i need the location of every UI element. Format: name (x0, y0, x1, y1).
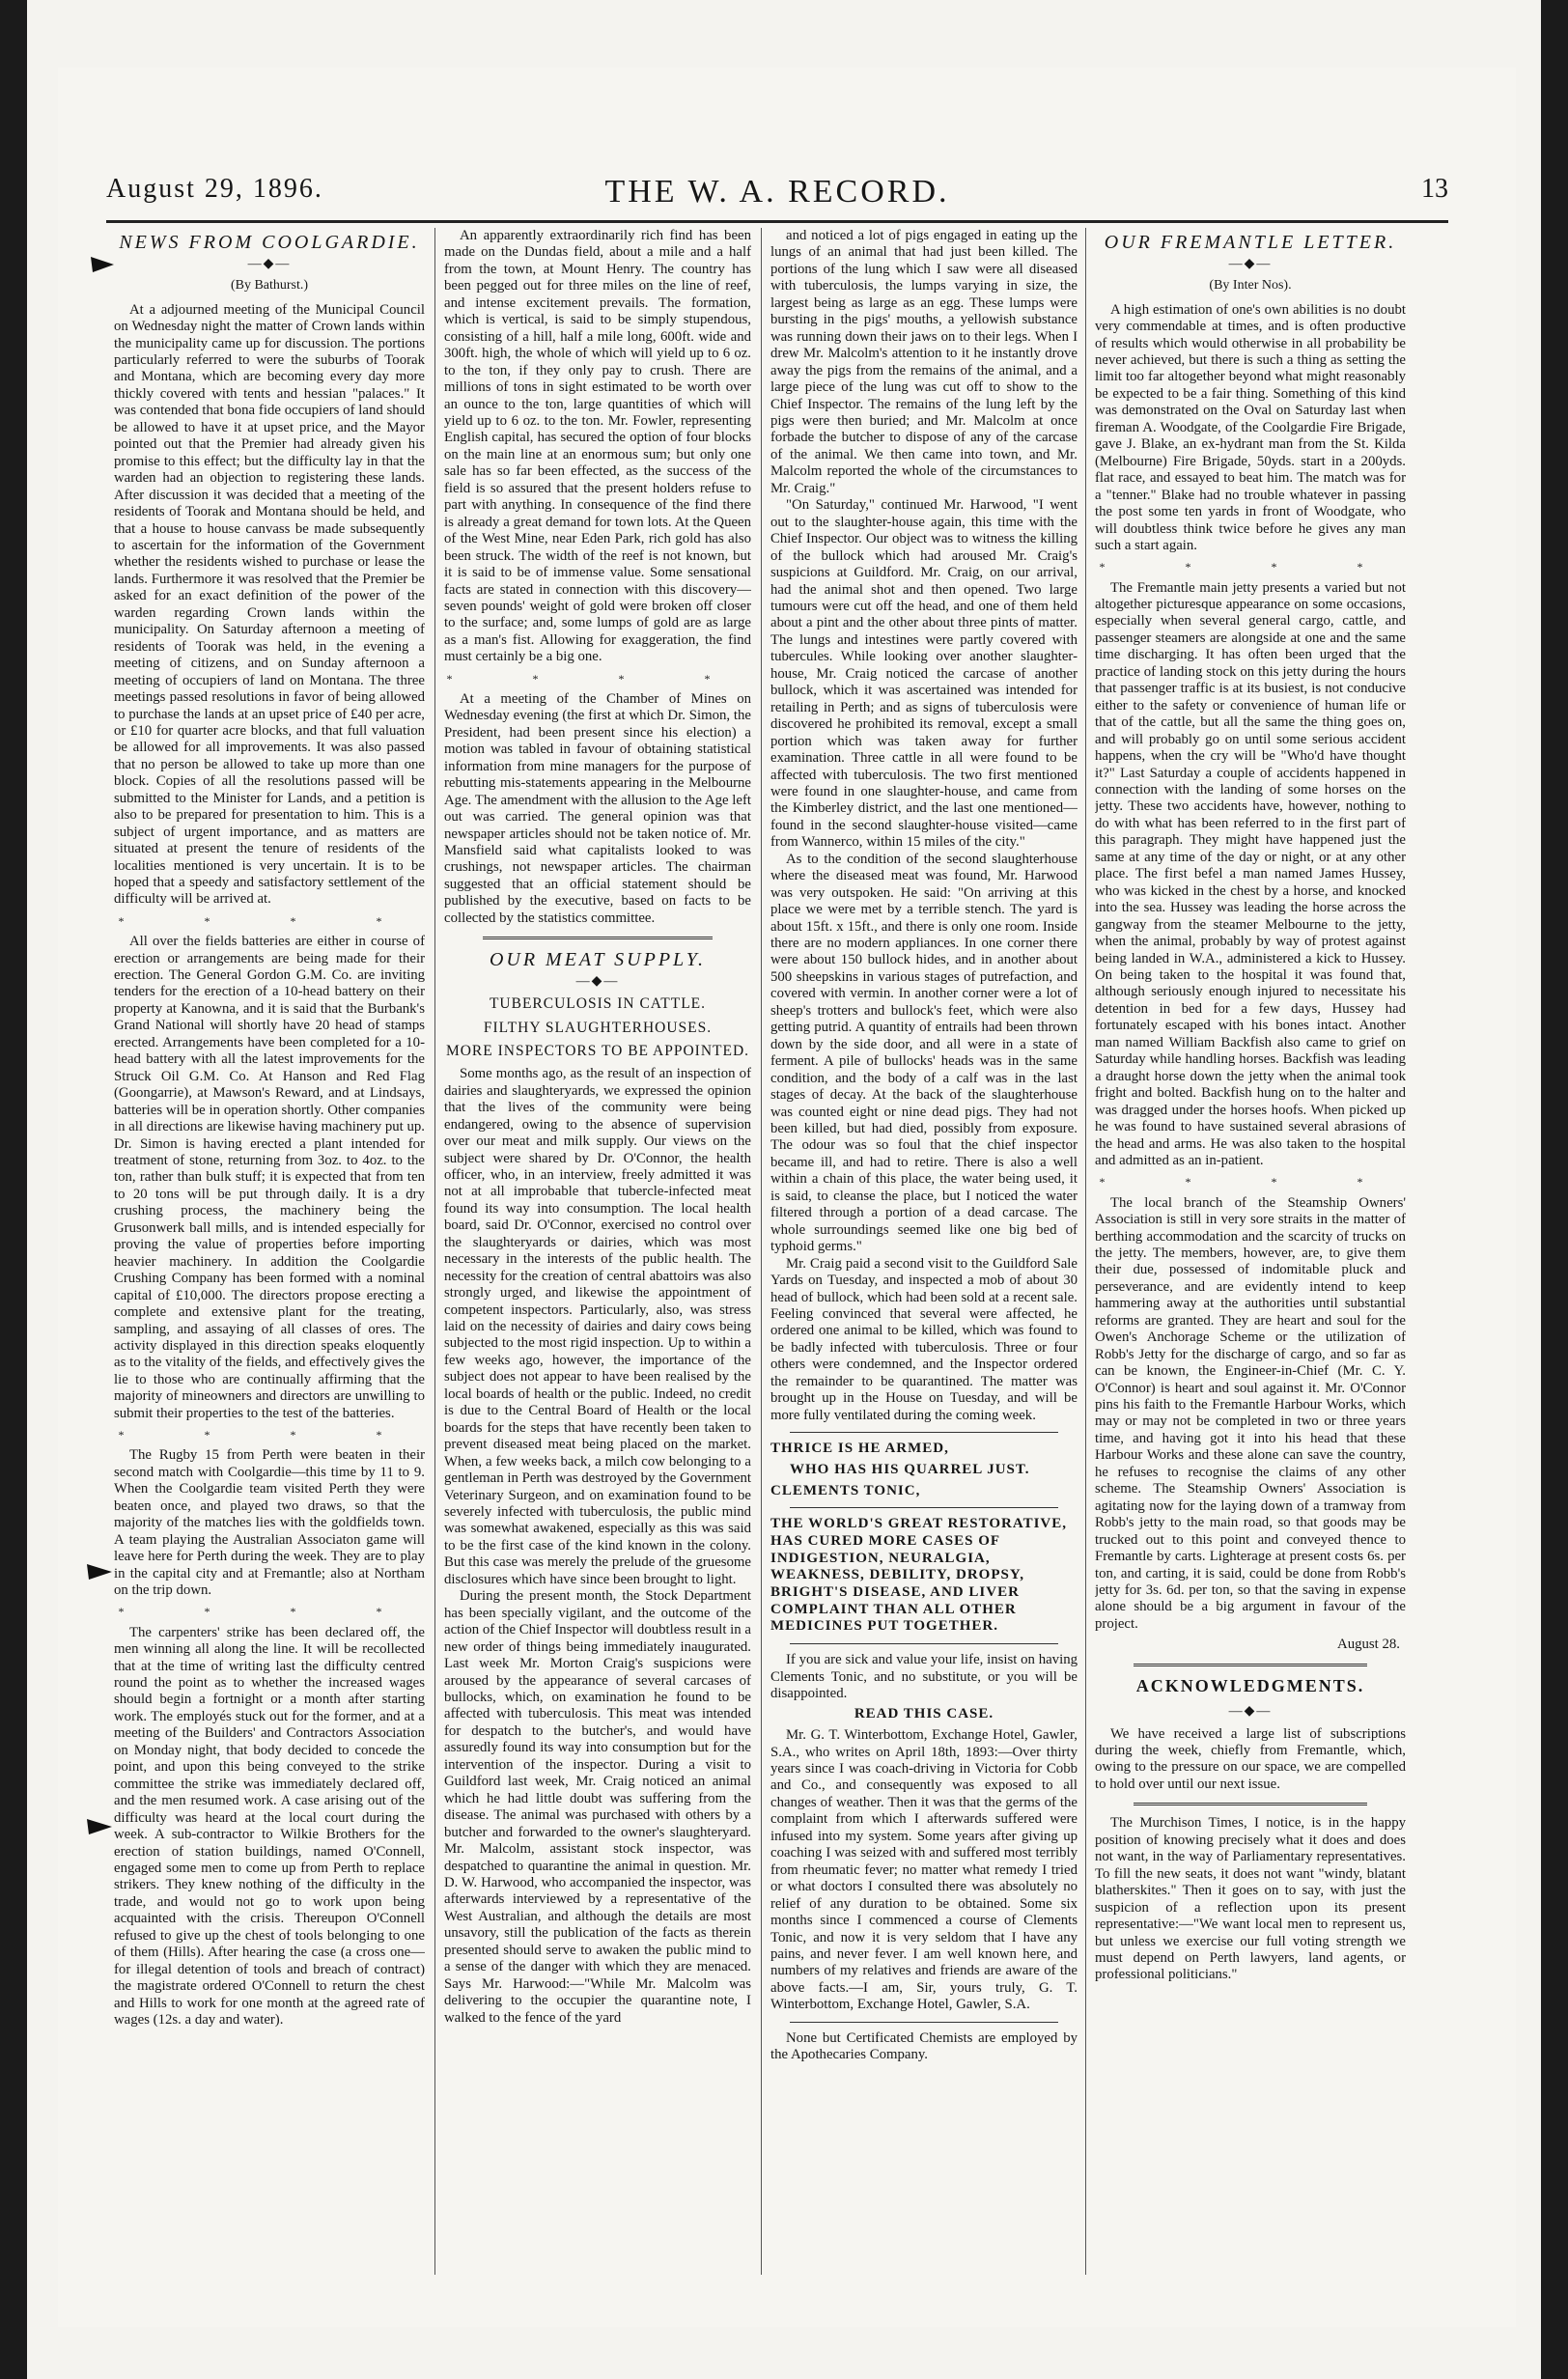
paragraph: As to the condition of the second slaughterhouse where the diseased meat was found, Mr. Harwood was very outspoken. He said: "On arriving at this place we were met by a terrible stench. The yard is about 15ft. x 15ft., and there is only one room. Inside there are no modern appliances. In one corner there were about 150 bullock hides, and in another about 500 sheepskins in various stages of putrefaction, and covered with vermin. In another corner were a lot of sheep's trotters and bullock's feet, which were also getting putrid. A quantity of entrails had been thrown down by the side door, and all were in a state of ferment. A pile of bullocks' heads was in the same condition, and the body of a calf was in the last stages of decay. At the back of the slaughterhouse was counted eight or nine dead pigs. They had not been killed, but had died, possibly from exposure. The odour was so foul that the chief inspector became ill, and had to retire. There is also a well within a chain of this place, the water being used, it is said, to cleanse the place, but I noticed the water filtered through a portion of a dead carcase. The whole surroundings seemed like one big bed of typhoid germs." (770, 851, 1078, 1255)
column-rule (434, 228, 435, 2275)
advert-heading: CLEMENTS TONIC, (770, 1482, 921, 1498)
paragraph: We have received a large list of subscriptions during the week, chiefly from Fremantle, which, owing to the pressure on our space, we are compelled to hold over until our next issue. (1095, 1725, 1406, 1792)
subheading: TUBERCULOSIS IN CATTLE. (489, 995, 707, 1013)
paragraph: All over the fields batteries are either in course of erection or arrangements are being made for their erection. The General Gordon G.M. Co. are inviting tenders for the erection of a 10-head battery on their property at Kanowna, and it is said that the Burbank's Grand National will shortly have 20 head of stamps erected. Arrangements have been completed for a 10-head battery with all the latest improvements for the Struck Oil G.M. Co. At Hanson and Red Flag (Goongarrie), at Mawson's Reward, and at Lindsays, batteries will be in operation shortly. Other companies in all directions are likewise having machinery put up. Dr. Simon is having erected a plant intended for treatment of stone, returning from 3oz. to 4oz. to the ton, rather than bulk stuff; it is expected that from ten to 20 tons will be put through daily. It is a dry crushing process, the machinery being the Grusonwerk ball mills, and is intended especially for proving the value of properties before importing heavier machinery. In addition the Coolgardie Crushing Company has been formed with a nominal capital of £10,000. The directors propose erecting a complete and extensive plant for the treating, sampling, and assaying of all classes of ores. The activity displayed in this direction speaks eloquently as to the vitality of the fields, and effectively gives the lie to those who are continually affirming that the majority of mineowners and directors are unwilling to submit their properties to the test of the batteries. (114, 934, 425, 1421)
byline: (By Bathurst.) (230, 278, 309, 294)
paragraph: A high estimation of one's own abilities is no doubt very commendable at times, and is often productive of results which would otherwise in all probability be never achieved, but there is such a thing as setting the limit too far altogether beyond what might reasonably be expected to be a fair thing. Something of this kind was demonstrated on the Oval on Saturday last when fireman A. Woodgate, of the Coolgardie Fire Brigade, gave J. Blake, an ex-hydrant man from the St. Kilda (Melbourne) Fire Brigade, 50yds. start in a 200yds. flat race, and essayed to beat him. The match was for a "tenner." Blake had no trouble whatever in passing the post some ten yards in front of Woodgate, who will doubtless think twice before he gives any man such a start again. (1095, 301, 1406, 553)
article-divider (1134, 1664, 1367, 1666)
column-3 (770, 228, 1078, 2284)
paragraph: The local branch of the Steamship Owners' Association is still in very sore straits in the matter of berthing accommodation and the scarcity of trucks on the jetty. The members, however, are, to give them their due, possessed of indomitable pluck and perseverance, and are evidently intend to keep hammering away at the authorities until substantial reforms are granted. They are heart and soul for the Owen's Anchorage Scheme or the utilization of Robb's Jetty for the discharge of cargo, and so far as can be known, the Engineer-in-Chief (Mr. C. Y. O'Connor) is heart and soul against it. Mr. O'Connor pins his faith to the Fremantle Harbour Works, which may or may not be completed in two or three years time, and having got it into his head that these Harbour Works and these alone can save the country, he refuses to recognise the claims of any other scheme. The Steamship Owners' Association is agitating now for the laying down of a tramway from Robb's jetty to the main road, so that goods may be trucked out to this point and conveyed thence to Fremantle by carts. Lighterage at present costs 6s. per ton, and carting, it is said, could be done from Robb's jetty for 3s. 6d. per ton, so that the saving in expense alone should be a big argument in favour of the project. (1095, 1194, 1406, 1632)
section-break: * * * * (118, 1605, 421, 1619)
subheading: MORE INSPECTORS TO BE APPOINTED. (445, 1042, 750, 1059)
paragraph: and noticed a lot of pigs engaged in eating up the lungs of an animal that had just been killed. The portions of the lung which I saw were all diseased with tuberculosis, the lumps varying in size, the largest being as large as an egg. These lumps were bursting in the pigs' mouths, a yellowish substance was running down their jaws on to their legs. When I drew Mr. Malcolm's attention to it he instantly drove away the pigs from the remains of the animal, and a large piece of the lung was cut off to show to the Chief Inspector. The remains of the lung left by the pigs were then buried; and Mr. Malcolm at once forbade the butcher to dispose of any of the carcase of the animal. We then came into town, and Mr. Malcolm reported the whole of the circumstances to Mr. Craig." (770, 228, 1078, 496)
advert-claim: THE WORLD'S GREAT RESTORATIVE, HAS CURED MORE CASES OF INDIGESTION, NEURALGIA, WEAKNESS, DEBILITY, DROPSY, BRIGHT'S DISEASE, AND LIVER COMPLAINT THAN ALL OTHER MEDICINES PUT TOGETHER. (770, 1516, 1068, 1635)
byline: (By Inter Nos). (1209, 278, 1292, 294)
ornament-divider: —◆— (575, 973, 620, 989)
scan-edge-right (1541, 0, 1568, 2379)
section-break: * * * * (1099, 1175, 1402, 1190)
paragraph: An apparently extraordinarily rich find has been made on the Dundas field, about a mile and a half from the town, at Mount Henry. The country has been pegged out for three miles on the line of reef, and intense excitement prevails. The formation, which is vertical, is said to be simply stupendous, consisting of a hill, half a mile long, 600ft. wide and 300ft. high, the whole of which will yield up to 6 oz. to the ton, if they only pay to crush. There are millions of tons in sight estimated to be worth over an ounce to the ton, large quantities of which will yield up to 6 oz. to the ton. Mr. Fowler, representing English capital, has secured the option of four blocks on the main line at an enormous sum; but only one sale has so far been effected, as the success of the field is so assured that the present holders refuse to part with anything. In consequence of the find there is already a great demand for town lots. At the Queen of the West Mine, near Eden Park, rich gold has also been struck. The width of the reef is not known, but it is said to be of immense value. Some sensational facts are stated in connection with this discovery—seven pounds' weight of gold were broken off closer to the surface; and, some lumps of gold are as large as a man's fist. Allowing for exaggeration, the find must certainly be a big one. (444, 228, 751, 665)
section-break: * * * * (118, 1428, 421, 1442)
advert-heading: WHO HAS HIS QUARREL JUST. (790, 1461, 1030, 1477)
article-heading: OUR FREMANTLE LETTER. (1104, 232, 1397, 253)
paragraph: The carpenters' strike has been declared off, the men winning all along the line. It will be recollected that at the time of writing last the difficulty centred round the point as to whether the increased wages should begin a fortnight or a month after starting work. The employés stuck out for the former, and at a meeting of the Builders' and Contractors Association on Monday night, that body decided to concede the point, and upon this being conveyed to the strike committee the strike was immediately declared off, and the men resumed work. A case arising out of the difficulty was heard at the local court during the week. A sub-contractor to Wilkie Brothers for the erection of station buildings, named O'Connell, engaged some men to come up from Perth to replace strikers. They knew nothing of the difficulty in the trade, and would not go to work upon being acquainted with the crisis. Thereupon O'Connell refused to give up the chest of tools belonging to one of them (Hills). After hearing the case (a cross one—for illegal detention of tools and breach of contract) the magistrate ordered O'Connell to return the chest and Hills to work for one month at the agreed rate of wages (12s. a day and water). (114, 1624, 425, 2029)
ornament-divider: —◆— (1228, 256, 1273, 271)
masthead-rule (106, 220, 1448, 223)
section-break: * * * * (118, 913, 421, 928)
advert-heading: READ THIS CASE. (854, 1706, 994, 1722)
paragraph: Mr. G. T. Winterbottom, Exchange Hotel, Gawler, S.A., who writes on April 18th, 1893:—Over thirty years since I was coach-driving in Victoria for Cobb and Co., and consequently was exposed to all changes of weather. Then it was that the germs of the complaint from which I afterwards suffered were infused into my system. Some years after giving up coaching I was seized with and suffered most terribly from rheumatic fever; no matter what remedy I tried or what doctors I consulted there was absolutely no relief of any duration to be obtained. Some six months since I commenced a course of Clements Tonic, and now it is very seldom that I have any pains, and never fever. I am well known here, and numbers of my relatives and friends are aware of the above facts.—I am, Sir, yours truly, G. T. Winterbottom, Exchange Hotel, Gawler, S.A. (770, 1727, 1078, 2013)
column-1 (114, 228, 425, 2284)
column-rule (761, 228, 762, 2275)
issue-date: August 29, 1896. (106, 174, 323, 204)
newspaper-title: THE W. A. RECORD. (604, 174, 950, 210)
paragraph: The Rugby 15 from Perth were beaten in their second match with Coolgardie—this time by 11 to 9. When the Coolgardie team visited Perth they were beaten once, and played two draws, so that the majority of the matches lies with the goldfields town. A team playing the Australian Associaton game will leave here for Perth during the week. They are to play in the capital city and at Fremantle; also at Northam on the trip down. (114, 1447, 425, 1599)
paragraph: At a meeting of the Chamber of Mines on Wednesday evening (the first at which Dr. Simon, the President, had been present since his election) a motion was tabled in favour of obtaining statistical information from mine managers for the purpose of rebutting mis-statements appearing in the Melbourne Age. The amendment with the allusion to the Age left out was carried. The general opinion was that newspaper articles should not be taken notice of. Mr. Mansfield said what capitalists looked to was crushings, not newspaper articles. The chairman suggested that an official statement should be published by the executive, based on facts to be collected by the statistics committee. (444, 690, 751, 926)
paragraph: Some months ago, as the result of an inspection of dairies and slaughteryards, we expressed the opinion that the lives of the community were being endangered, owing to the absence of supervision over our meat and milk supply. Our views on the subject were shared by Dr. O'Connor, the health officer, who, in an interview, freely admitted it was not at all improbable that tubercle-infected meat found its way into consumption. The local health board, said Dr. O'Connor, exercised no control over the slaughteryards or dairies, which was most necessary in the interests of the public health. The necessity for the creation of central abattoirs was also strongly urged, and likewise the appointment of competent inspectors. Particularly, also, was stress laid on the necessity of dairies and dairy cows being subjected to the most rigid inspection. Up to within a few weeks ago, however, the importance of the subject does not appear to have been realised by the local boards of health or the public. Indeed, no credit is due to the Central Board of Health or the local boards for the steps that have recently been taken to prevent diseased meat being placed on the market. When, a few weeks back, a milch cow belonging to a gentleman in Perth was destroyed by the Government Veterinary Surgeon, and on examination found to be severely infected with tuberculosis, the public mind was somewhat awakened, especially as this was said to be the first case of the kind known in the colony. But this case was merely the prelude of the gruesome disclosures which have since been brought to light. (444, 1066, 751, 1587)
column-2 (444, 228, 751, 2284)
scan-edge-left (0, 0, 27, 2379)
column-rule (1085, 228, 1086, 2275)
paragraph: At a adjourned meeting of the Municipal Council on Wednesday night the matter of Crown lands within the municipality came up for discussion. The portions particularly referred to were the suburbs of Toorak and Montana, which are becoming every day more thickly covered with tents and hessian "palaces." It was contended that bona fide occupiers of land should be allowed to have it at upset price, and the Mayor pointed out that the Premier had already given his promise to this effect; but the difficulty lay in that the warden had an objection to registering these lands. After discussion it was decided that a meeting of the residents of Toorak and Montana should be held, and that a house to house canvass be made subsequently to ascertain for the information of the Government whether the residents wished to purchase or lease the lands. Furthermore it was resolved that the Premier be asked for an exact definition of the power of the warden regarding Crown lands within the municipality. On Saturday afternoon a meeting of residents of Toorak was held, in the evening a meeting of citizens, and on Sunday afternoon a meeting of occupiers of land on Montana. The three meetings passed resolutions in favor of being allowed to purchase the lands at an upset price of £40 per acre, or £10 for quarter acre blocks, and that full valuation be allowed for all improvements. It was also passed that no person be allowed to take up more than one block. Copies of all the resolutions passed will be submitted to the Minister for Lands, and a petition is also to be prepared for presentation to him. This is a subject of urgent importance, and as matters are situated at present the tenure of residents of the localities mentioned is very uncertain. It is to be hoped that a speedy and satisfactory settlement of the difficulty will be arrived at. (114, 301, 425, 908)
article-divider (483, 937, 713, 939)
advert-divider (790, 1643, 1058, 1644)
advert-divider (790, 2022, 1058, 2023)
advert-divider (790, 1432, 1058, 1433)
section-break: * * * * (446, 671, 749, 686)
subheading: FILTHY SLAUGHTERHOUSES. (483, 1019, 713, 1036)
article-divider (1134, 1803, 1367, 1805)
paragraph: None but Certificated Chemists are employed by the Apothecaries Company. (770, 2029, 1078, 2063)
advert-divider (790, 1507, 1058, 1508)
column-4 (1095, 228, 1406, 2284)
paragraph: During the present month, the Stock Department has been specially vigilant, and the outcome of the action of the Chief Inspector will doubtless result in a new order of things being immediately inaugurated. Last week Mr. Morton Craig's suspicions were aroused by the appearance of several carcases of bullocks, which, on examination he found to be affected with tuberculosis. This meat was intended for despatch to the butcher's, and would have assuredly found its way into consumption but for the intervention of the inspector. During a visit to Guildford last week, Mr. Craig noticed an animal which he had little doubt was suffering from the disease. The animal was purchased with others by a butcher and forwarded to the owner's slaughteryard. Mr. Malcolm, assistant stock inspector, was despatched to quarantine the animal in question. Mr. D. W. Harwood, who accompanied the inspector, was afterwards interviewed by a representative of the West Australian, and although the details are most unsavory, still the publication of the facts as therein presented should serve to awaken the public mind to a sense of the danger with which they are menaced. Says Mr. Harwood:—"While Mr. Malcolm was delivering to the occupier the quarantine note, I walked to the fence of the yard (444, 1588, 751, 2026)
paragraph: "On Saturday," continued Mr. Harwood, "I went out to the slaughter-house again, this time with the Chief Inspector. Our object was to witness the killing of the bullock which had aroused Mr. Craig's suspicions at Guildford. Mr. Craig, on our arrival, had the animal shot and then opened. Two large tumours were cut off the head, and one of them held about a pint and the other about three pints of matter. The lungs and intestines were partly covered with tubercules. While looking over another slaughter-house, Mr. Craig noticed the carcase of another bullock, which it was ascertained was intended for retailing in Perth; and as signs of tuberculosis were discovered he prohibited its removal, except a small portion which was taken away for further examination. Three cattle in all were found to be affected with tuberculosis. The two first mentioned were found in one slaughter-house, and came from the Kimberley district, and the last one mentioned—found in the second slaughter-house visited—came from Wannerco, within 15 miles of the city." (770, 497, 1078, 851)
dateline: August 28. (1337, 1637, 1400, 1653)
article-heading: ACKNOWLEDGMENTS. (1135, 1675, 1365, 1695)
ornament-divider: —◆— (247, 256, 292, 271)
masthead (106, 174, 1448, 216)
paragraph: The Fremantle main jetty presents a varied but not altogether picturesque appearance on some occasions, especially when several general cargo, cattle, and passenger steamers are alongside at one and the same time discharging. It has often been urged that the practice of landing stock on this jetty during the hours that passenger traffic is at its busiest, is not conducive either to the safety or convenience of human life or that of the cattle, but all the same the thing goes on, and will probably go on until some serious accident happens, when the cry will be "Who'd have thought it?" Last Saturday a couple of accidents happened in connection with the landing of some horses on the jetty. These two accidents have, however, nothing to do with what has been referred to in the first part of this paragraph. They might have happened just the same at any time of the day or night, or at any other place. The first befel a man named James Hussey, who was kicked in the chest by a horse, and knocked into the sea. Hussey was leading the horse across the gangway from the steamer Melbourne to the jetty, when the animal, probably by way of protest against being landed in W.A., administered a kick to Hussey. On being taken to the hospital it was found that, although seriously enough injured to necessitate his detention in bed for a few days, Hussey had fortunately escaped with his bones intact. Another man named William Backfish also came to grief on Saturday while handling horses. Backfish was leading a draught horse down the jetty when the animal took fright and bolted. Backfish hung on to the halter and was dragged under the horses hoofs. When picked up he was found to have sustained several abrasions of the head and arms. He was also taken to the hospital and admitted as an in-patient. (1095, 579, 1406, 1168)
paragraph: If you are sick and value your life, insist on having Clements Tonic, and no substitute, or you will be disappointed. (770, 1652, 1078, 1701)
section-break: * * * * (1099, 560, 1402, 574)
ornament-divider: —◆— (1228, 1704, 1273, 1720)
article-heading: NEWS FROM COOLGARDIE. (119, 232, 420, 253)
paragraph: Mr. Craig paid a second visit to the Guildford Sale Yards on Tuesday, and inspected a mob of about 30 head of bullock, which had been sold at a recent sale. Feeling convinced that several were affected, he ordered one animal to be killed, which was found to be badly infected with tuberculosis. Three or four others were condemned, and the Inspector ordered the remainder to be quarantined. The matter was brought up in the House on Tuesday, and will be more fully ventilated during the coming week. (770, 1255, 1078, 1423)
article-heading: OUR MEAT SUPPLY. (489, 949, 707, 971)
advert-heading: THRICE IS HE ARMED, (770, 1441, 949, 1457)
page-number: 13 (1421, 174, 1448, 204)
paragraph: The Murchison Times, I notice, is in the happy position of knowing precisely what it does and does not want, in the way of Parliamentary representatives. To fill the new seats, it does not want "windy, blatant blatherskites." Then it goes on to say, with just the suspicion of a reflection upon its present representative:—"We want local men to represent us, but unless we exercise our full voting strength we must depend on Perth lawyers, land agents, or professional politicians." (1095, 1815, 1406, 1983)
